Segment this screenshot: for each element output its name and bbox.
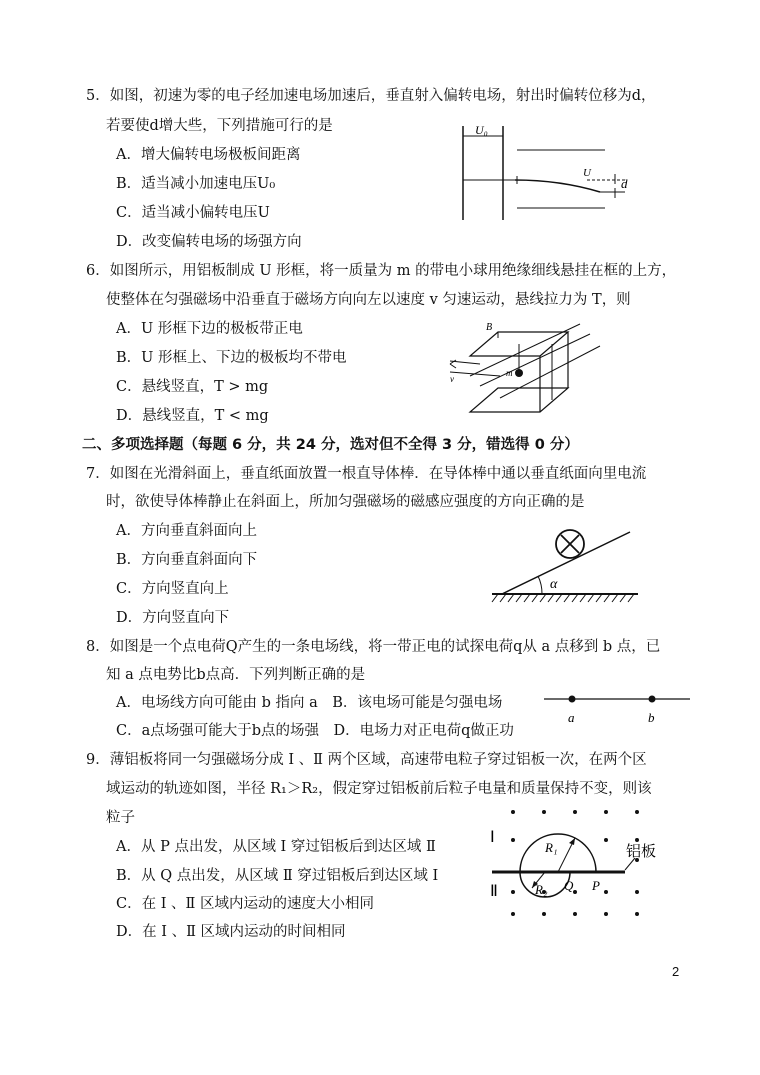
- q8-options-row1: A．电场线方向可能由 b 指向 a B．该电场可能是匀强电场: [116, 695, 503, 711]
- q9-option-a: A．从 P 点出发，从区域 Ⅰ 穿过铝板后到达区域 Ⅱ: [116, 839, 436, 855]
- q7-option-c: C．方向竖直向上: [116, 581, 229, 597]
- q9-fig-label-r2: R₂: [535, 882, 548, 897]
- q5-option-a: A．增大偏转电场极板间距离: [116, 147, 301, 163]
- q5-fig-label-u0: U₀: [475, 123, 488, 137]
- q8-stem-line1: 8．如图是一个点电荷Q产生的一条电场线，将一带正电的试探电荷q从 a 点移到 b 点，已: [86, 639, 661, 655]
- q5-fig-label-u: U: [583, 167, 591, 179]
- q9-option-b: B．从 Q 点出发，从区域 Ⅱ 穿过铝板后到达区域 Ⅰ: [116, 868, 439, 884]
- q9-fig-label-region2: Ⅱ: [490, 883, 498, 900]
- q6-stem-line1: 6．如图所示，用铝板制成 U 形框，将一质量为 m 的带电小球用绝缘细线悬挂在框的上方，: [86, 263, 677, 279]
- q6-stem-line2: 使整体在匀强磁场中沿垂直于磁场方向向左以速度 v 匀速运动，悬线拉力为 T，则: [106, 292, 631, 308]
- q6-option-b: B．U 形框上、下边的极板均不带电: [116, 350, 347, 366]
- q7-option-a: A．方向垂直斜面向上: [116, 523, 257, 539]
- q9-fig-label-q: Q: [564, 878, 574, 893]
- q9-option-c: C．在 Ⅰ 、Ⅱ 区域内运动的速度大小相同: [116, 896, 375, 912]
- q7-fig-label-alpha: α: [550, 577, 558, 592]
- q9-fig-label-region1: Ⅰ: [490, 829, 495, 846]
- q5-fig-label-d: d: [621, 176, 628, 191]
- q5-option-c: C．适当减小偏转电压U: [116, 205, 270, 221]
- q8-stem-line2: 知 a 点电势比b点高．下列判断正确的是: [106, 667, 366, 683]
- q5-option-d: D．改变偏转电场的场强方向: [116, 234, 302, 250]
- q8-options-row2: C．a点场强可能大于b点的场强 D．电场力对正电荷q做正功: [116, 723, 514, 739]
- q7-option-d: D．方向竖直向下: [116, 610, 230, 626]
- q9-stem-line2: 域运动的轨迹如图，半径 R₁＞R₂，假定穿过铝板前后粒子电量和质量保持不变，则该: [106, 781, 652, 797]
- q9-option-d: D．在 Ⅰ 、Ⅱ 区域内运动的时间相同: [116, 924, 346, 940]
- q8-fig-label-b: b: [648, 710, 655, 725]
- q7-option-b: B．方向垂直斜面向下: [116, 552, 258, 568]
- q8-field-line-figure: [540, 690, 695, 730]
- q7-stem-line2: 时，欲使导体棒静止在斜面上，所加匀强磁场的磁感应强度的方向正确的是: [106, 494, 585, 510]
- q6-fig-label-v: v: [450, 374, 454, 384]
- q6-option-a: A．U 形框下边的极板带正电: [116, 321, 303, 337]
- section-multiple-choice-heading: 二、多项选择题（每题 6 分，共 24 分，选对但不全得 3 分，错选得 0 分）: [82, 437, 579, 453]
- q9-fig-label-plate: 铝板: [626, 844, 657, 860]
- q8-fig-label-a: a: [568, 710, 575, 725]
- q6-fig-label-b: B: [486, 322, 493, 333]
- q9-aluminum-plate-figure: [480, 800, 670, 930]
- page-number: 2: [672, 964, 680, 979]
- q5-stem-line2: 若要使d增大些，下列措施可行的是: [106, 118, 333, 134]
- q9-fig-label-p: P: [592, 878, 600, 893]
- q9-stem-line1: 9．薄铝板将同一匀强磁场分成 Ⅰ 、Ⅱ 两个区域，高速带电粒子穿过铝板一次，在两个区: [86, 752, 647, 768]
- q6-option-c: C．悬线竖直，T > mg: [116, 379, 269, 395]
- q6-fig-label-m: m: [506, 368, 513, 378]
- q7-incline-figure: [490, 520, 640, 605]
- q5-stem-line1: 5．如图，初速为零的电子经加速电场加速后，垂直射入偏转电场，射出时偏转位移为d，: [86, 88, 656, 104]
- q9-stem-line3: 粒子: [106, 810, 135, 826]
- q7-stem-line1: 7．如图在光滑斜面上，垂直纸面放置一根直导体棒．在导体棒中通以垂直纸面向里电流: [86, 466, 647, 482]
- q9-fig-label-r1: R₁: [545, 840, 558, 855]
- q5-deflection-figure: [455, 118, 650, 228]
- q5-option-b: B．适当减小加速电压U₀: [116, 176, 276, 192]
- q6-option-d: D．悬线竖直，T < mg: [116, 408, 269, 424]
- q6-u-frame-figure: [440, 316, 610, 426]
